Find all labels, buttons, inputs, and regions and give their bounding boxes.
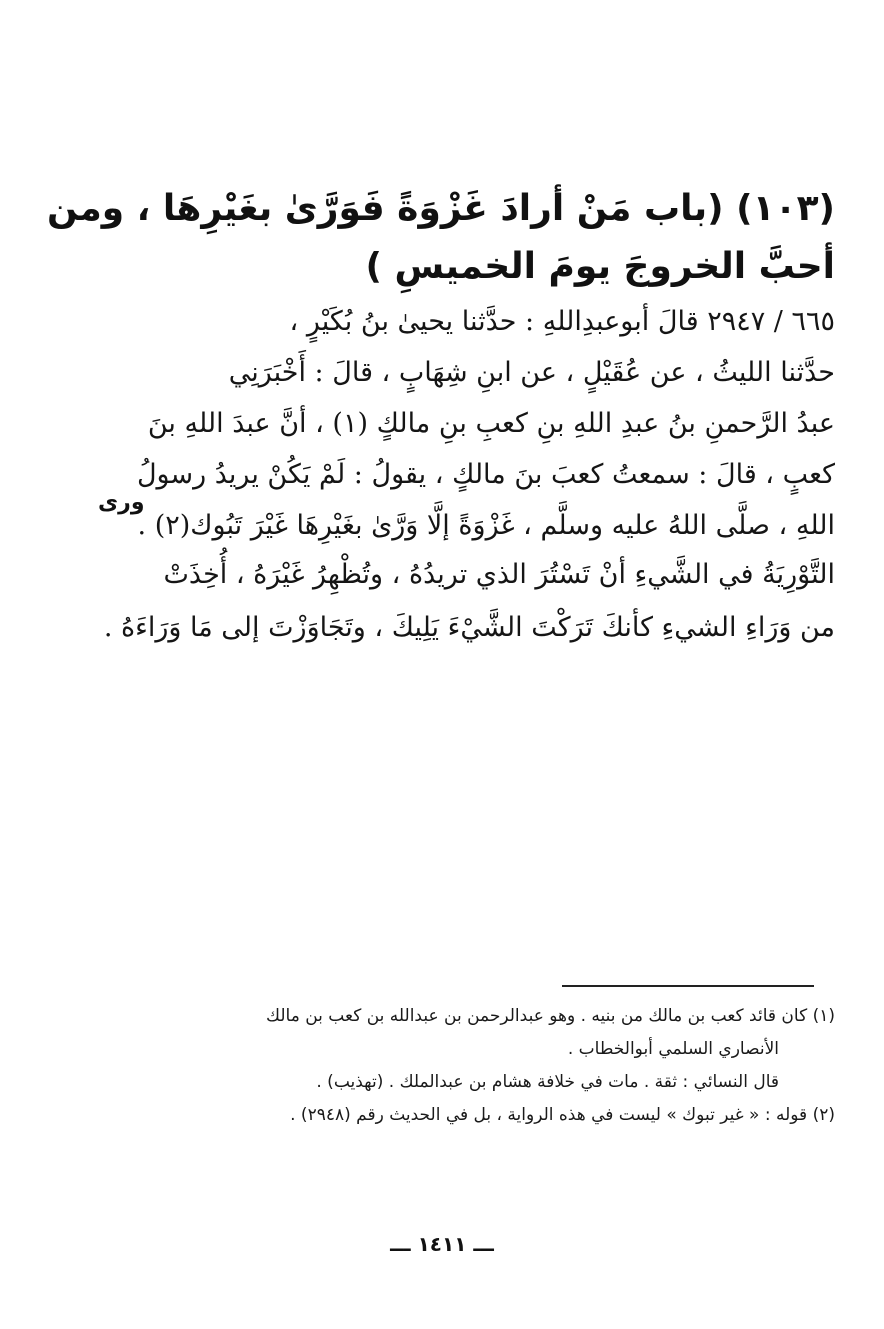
chapter-heading-line-2: أحبَّ الخروجَ يومَ الخميسِ ) [365,246,835,287]
footnote-1-line-2: الأنصاري السلمي أبوالخطاب . [567,1039,779,1059]
footnote-1-line-3: قال النسائي : ثقة . مات في خلافة هشام بن عبدالملك . (تهذيب) . [316,1072,779,1092]
footnote-2-line-1: (٢) قوله : « غير تبوك » ليست في هذه الرواية ، بل في الحديث رقم (٢٩٤٨) . [290,1105,835,1125]
hadith-text [136,296,835,551]
page-number: ـــ ١٤١١ ـــ [390,1232,494,1256]
hadith-line-5: اللهِ ، صلَّى اللهُ عليه وسلَّم ، غَزْوَةً إلَّا وَرَّىٰ بغَيْرِهَا غَيْرَ تَبُوك(٢) . [137,510,835,541]
footnote-separator [562,985,814,987]
hadith-line-1: ٦٦٥ / ٢٩٤٧ قالَ أبوعبدِاللهِ : حدَّثنا يحيىٰ بنُ بُكَيْرٍ ، [289,306,835,337]
margin-keyword: ورى [98,490,145,515]
footnotes [140,1000,835,1132]
chapter-heading [47,180,835,296]
explanation-line-2: من وَرَاءِ الشيءِ كأنكَ تَرَكْتَ الشَّيْءَ يَلِيكَ ، وتَجَاوَزْتَ إلى مَا وَرَاءَهُ . [103,612,835,643]
footnote-1-line-1: (١) كان قائد كعب بن مالك من بنيه . وهو عبدالرحمن بن عبدالله بن كعب بن مالك [266,1006,835,1026]
hadith-line-3: عبدُ الرَّحمنِ بنُ عبدِ اللهِ بنِ كعبِ بنِ مالكٍ (١) ، أنَّ عبدَ اللهِ بنَ [147,408,835,439]
explanation-line-1: التَّوْرِيَةُ في الشَّيءِ أنْ تَسْتُرَ الذي تريدُهُ ، وتُظْهِرُ غَيْرَهُ ، أُخِذَتْ [163,559,835,590]
hadith-line-2: حدَّثنا الليثُ ، عن عُقَيْلٍ ، عن ابنِ شِهَابٍ ، قالَ : أَخْبَرَنِي [228,357,835,388]
word-explanation [103,548,835,654]
hadith-line-4: كعبٍ ، قالَ : سمعتُ كعبَ بنَ مالكٍ ، يقولُ : لَمْ يَكُنْ يريدُ رسولُ [136,459,835,490]
chapter-heading-line-1: (١٠٣) (باب مَنْ أرادَ غَزْوَةً فَوَرَّىٰ بغَيْرِهَا ، ومن [47,188,835,229]
